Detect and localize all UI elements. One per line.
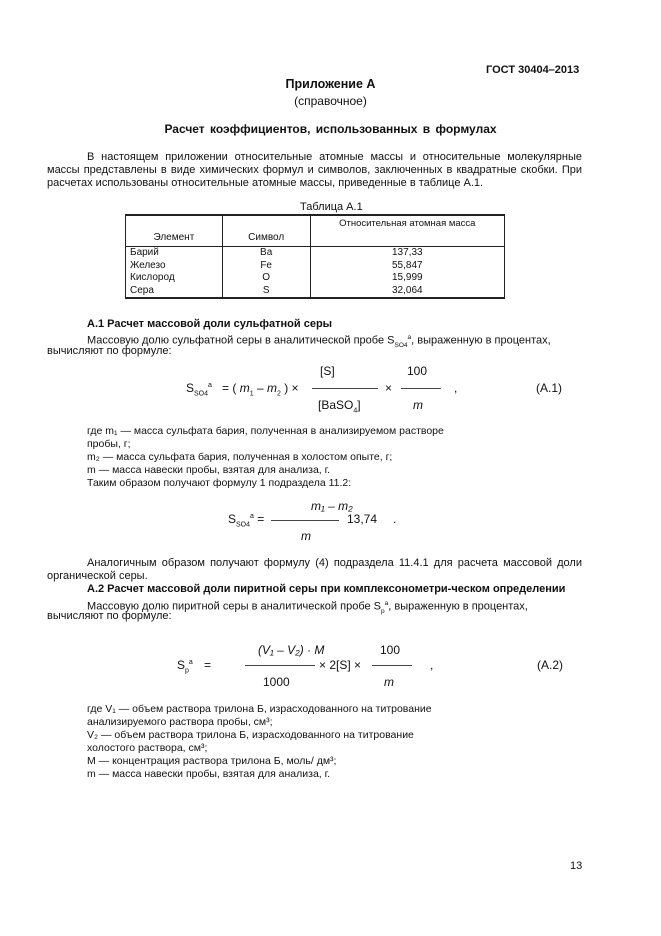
a1-formula-bracket [222,381,299,397]
table-cell-mass: 55,847 [310,260,504,273]
table-cell-mass: 15,999 [310,272,504,285]
table-cell-symbol: S [222,285,310,299]
table-cell-element: Барий [126,247,223,260]
a1f2-lhs [228,512,264,528]
a1-comma: , [454,381,458,395]
a1f2-coefficient: 13,74 [347,512,378,526]
a1f2-eq: = [257,512,265,526]
a1-minus: – [256,381,264,395]
a2-fraction1-denominator: 1000 [263,675,290,689]
a2-formula-label: (А.2) [537,658,564,672]
a1-den1-sub: 4 [353,407,358,415]
a2-lhs-sub: p [185,667,189,675]
a1f2-denominator: m [301,529,311,543]
a2-para-start: Массовую долю пиритной серы в аналитической пробе S [87,600,382,613]
a1f2-numerator: m₁ – m₂ [311,499,353,513]
a1f2-lhs-base: S [228,512,237,526]
a1-m2: m [266,381,277,395]
a1-times: × [385,381,393,395]
a1-para-start: Массовую долю сульфатной серы в аналитической пробе S [87,334,395,347]
a2-para-end: , выраженную в процентах, [388,600,528,613]
atomic-mass-table [125,214,505,299]
a2-para-sub: p [381,607,385,615]
a1-para-end: , выраженную в процентах, [411,334,551,347]
table-header-symbol: Символ [222,215,310,247]
a1-para-sup: a [407,334,412,341]
a2-heading: А.2 Расчет массовой доли пиритной серы при комплексонометри-ческом определении [87,583,566,595]
a2-fraction1-numerator: (V₁ – V₂) · M [258,643,325,657]
appendix-title: Приложение А [285,77,376,91]
a1f2-lhs-sub: SO4 [236,521,251,529]
intro-paragraph: В настоящем приложении относительные атомные массы и относительные молекулярные массы представлены в виде химических формул и символов, заключенных в квадратные скобки. При расчетах использованы относительные атомные массы, приведенные в таблице А.1. [47,151,582,190]
a2-fraction2-bar [372,665,412,666]
a1-analog-paragraph: Аналогичным образом получают формулу (4) подраздела 11.4.1 для расчета массовой доли органической серы. [47,557,582,583]
table-cell-element: Сера [126,285,223,299]
a1-den1: [BaSO [318,398,354,412]
a1-where-2: пробы, г; [87,438,131,450]
a2-where-1: где V₁ — объем раствора трилона Б, израсходованного на титрование [87,703,432,715]
a1-where-3: m₂ — масса сульфата бария, полученная в холостом опыте, г; [87,451,393,463]
table-cell-mass: 137,33 [310,247,504,260]
table-cell-mass: 32,064 [310,285,504,299]
a2-where-6: m — масса навески пробы, взятая для анализа, г. [87,768,331,780]
a1-fraction2-numerator: 100 [407,364,428,378]
a1-paragraph-line2: вычисляют по формуле: [47,345,172,357]
table-row [126,272,505,285]
a1-fraction1-numerator: [S] [320,364,335,378]
a2-formula-lhs [177,658,193,674]
appendix-subtitle: (справочное) [294,94,367,108]
a2-para-sup: a [384,600,389,607]
a1-para-sub: SO4 [394,341,408,349]
table-header-mass: Относительная атомная масса [310,215,504,247]
a1-heading: А.1 Расчет массовой доли сульфатной серы [87,318,333,330]
a2-fraction2-denominator: m [384,675,394,689]
a2-where-3: V₂ — объем раствора трилона Б, израсходованного на титрование [87,729,414,741]
a2-middle-term: × 2[S] × [319,658,362,672]
a1-close: ) × [284,381,299,395]
a2-comma: , [430,658,434,672]
a1f2-fraction-bar [271,520,339,521]
a1-where-1: где m₁ — масса сульфата бария, полученная в анализируемом растворе [87,425,444,437]
table-cell-element: Железо [126,260,223,273]
a2-lhs-sup: a [188,659,193,666]
a1-m1: m [239,381,250,395]
a2-lhs-base: S [177,658,186,672]
standard-number: ГОСТ 30404–2013 [486,64,580,76]
a1-fraction1-denominator [318,398,361,414]
a1-where-5: Таким образом получают формулу 1 подраздела 11.2: [87,477,352,489]
a1-m1-sub: 1 [249,390,254,398]
a1-m2-sub: 2 [276,390,281,398]
table-cell-symbol: Fe [222,260,310,273]
table-header-element: Элемент [126,215,223,247]
a1-fraction1-bar [312,388,378,389]
table-row [126,247,505,260]
table-cell-symbol: Ba [222,247,310,260]
table-row [126,285,505,299]
a2-where-2: анализируемого раствора пробы, см³; [87,716,273,728]
a1-where-4: m — масса навески пробы, взятая для анализа, г. [87,464,331,476]
table-row [126,260,505,273]
a2-eq: = [204,658,212,672]
a1f2-dot: . [393,512,397,526]
a1-lhs-sup: a [208,382,212,389]
a1f2-lhs-sup: a [250,513,254,520]
a2-where-4: холостого раствора, см³; [87,742,208,754]
a1-fraction2-denominator: m [413,398,423,412]
table-cell-element: Кислород [126,272,223,285]
page-number: 13 [570,860,583,872]
a1-formula-lhs [186,381,212,397]
table-cell-symbol: O [222,272,310,285]
a2-where-5: М — концентрация раствора трилона Б, моль/ дм³; [87,755,337,767]
a2-paragraph-line2: вычисляют по формуле: [47,610,172,622]
a1-lhs-sub: SO4 [194,390,209,398]
a2-fraction2-numerator: 100 [380,643,401,657]
a1-den1-end: ] [357,398,361,412]
a2-fraction1-bar [245,665,315,666]
a1-lhs-base: S [186,381,195,395]
a1-fraction2-bar [401,388,441,389]
a1-open: = ( [222,381,237,395]
table-caption: Таблица А.1 [300,201,363,213]
section-title: Расчет коэффициентов, использованных в формулах [164,122,497,136]
a1-formula-label: (А.1) [536,381,563,395]
